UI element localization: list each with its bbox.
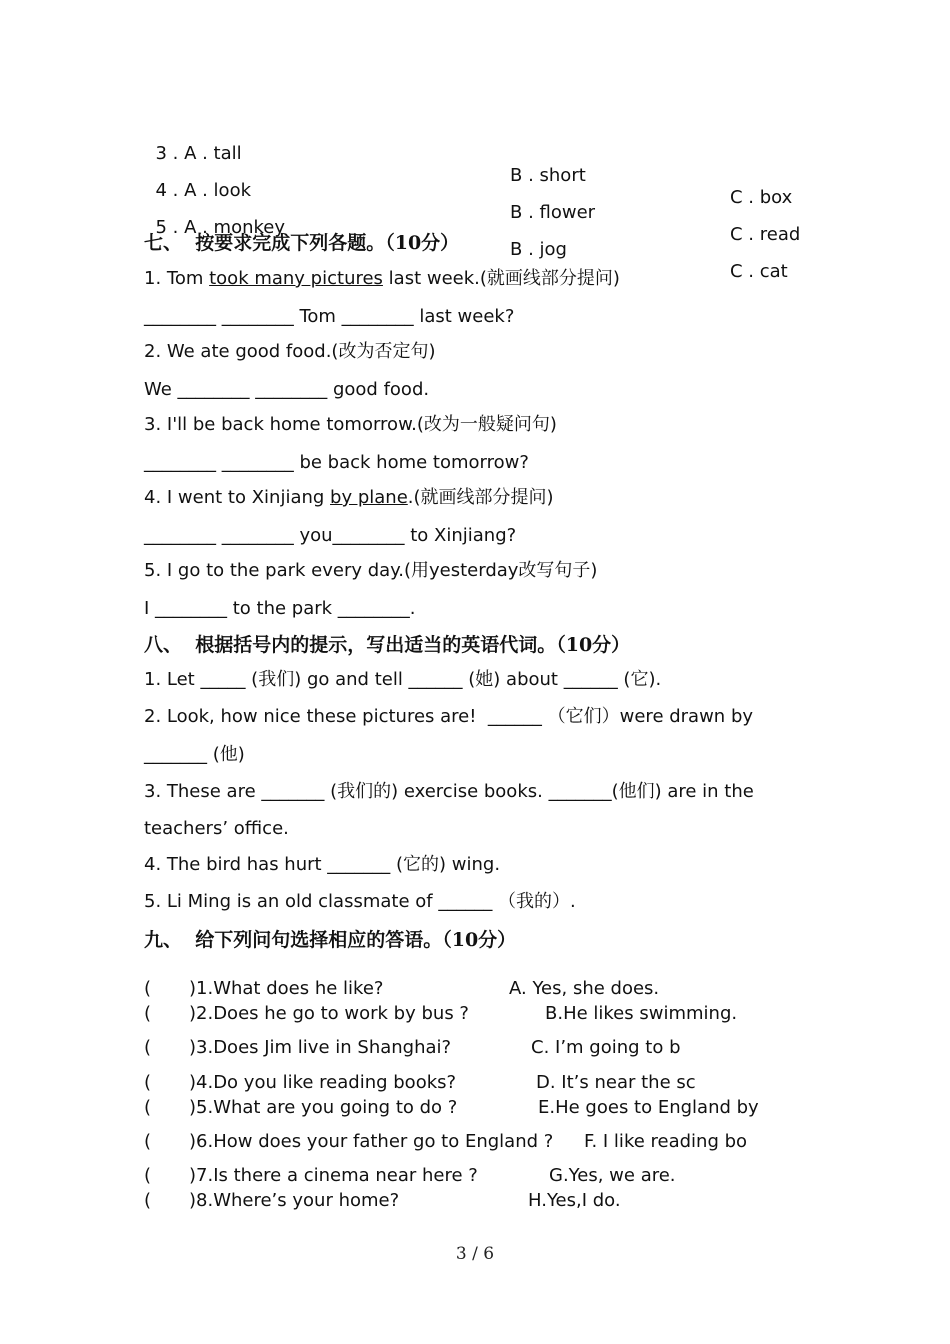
- match-question: )2.Does he go to work by bus ?: [189, 1003, 469, 1024]
- match-answer: E.He goes to England by: [538, 1097, 759, 1118]
- question-line: teachers’ office.: [144, 818, 289, 839]
- question-line: 3. I'll be back home tomorrow.(改为一般疑问句): [144, 414, 557, 435]
- question-text: 1. Tom: [144, 268, 210, 289]
- question-line: 5. I go to the park every day.(用yesterday改写句子): [144, 560, 598, 581]
- question-line: 2. Look, how nice these pictures are! ______ （它们）were drawn by: [144, 706, 754, 727]
- answer-line: ________ ________ Tom ________ last week?: [144, 306, 515, 327]
- answer-line: I ________ to the park ________.: [144, 598, 416, 619]
- match-answer: G.Yes, we are.: [549, 1165, 676, 1186]
- answer-paren[interactable]: (: [144, 1131, 152, 1152]
- question-line: [144, 268, 620, 290]
- section-heading: 八、 根据括号内的提示，写出适当的英语代词。（10分）: [144, 634, 631, 656]
- question-text: 4. I went to Xinjiang: [144, 487, 331, 508]
- answer-line: ________ ________ be back home tomorrow?: [144, 452, 529, 473]
- choice-b: B . short: [510, 165, 586, 186]
- choice-c: C . box: [730, 187, 793, 208]
- match-answer: B.He likes swimming.: [545, 1003, 738, 1024]
- answer-paren[interactable]: (: [144, 1165, 152, 1186]
- match-question: )7.Is there a cinema near here ?: [189, 1165, 478, 1186]
- choice-a: 3 . A . tall: [155, 143, 242, 164]
- match-answer: D. It’s near the sc: [536, 1072, 696, 1093]
- match-question: )8.Where’s your home?: [189, 1190, 400, 1211]
- choice-a: 4 . A . look: [155, 180, 251, 201]
- question-line: [144, 487, 554, 509]
- question-line: 3. These are _______ (我们的) exercise books. _______(他们) are in the: [144, 781, 754, 802]
- section-heading: 七、 按要求完成下列各题。（10分）: [144, 232, 460, 254]
- question-text: last week.(就画线部分提问): [382, 268, 620, 289]
- answer-paren[interactable]: (: [144, 978, 152, 999]
- match-answer: A. Yes, she does.: [509, 978, 660, 999]
- answer-paren[interactable]: (: [144, 1190, 152, 1211]
- choice-c: C . cat: [730, 261, 788, 282]
- question-text: .(就画线部分提问): [407, 487, 554, 508]
- answer-line: We ________ ________ good food.: [144, 379, 430, 400]
- answer-paren[interactable]: (: [144, 1072, 152, 1093]
- choice-a: 5 . A . monkey: [155, 217, 286, 238]
- match-answer: F. I like reading bo: [584, 1131, 748, 1152]
- answer-line: ________ ________ you________ to Xinjiang?: [144, 525, 517, 546]
- match-question: )4.Do you like reading books?: [189, 1072, 457, 1093]
- section-heading: 九、 给下列问句选择相应的答语。（10分）: [144, 929, 517, 951]
- match-question: )5.What are you going to do ?: [189, 1097, 458, 1118]
- match-answer: H.Yes,I do.: [528, 1190, 621, 1211]
- match-answer: C. I’m going to b: [531, 1037, 681, 1058]
- question-line: 4. The bird has hurt _______ (它的) wing.: [144, 854, 501, 875]
- choice-b: B . jog: [510, 239, 567, 260]
- underlined-text: by plane: [330, 487, 408, 508]
- underlined-text: took many pictures: [209, 268, 383, 289]
- question-line: 1. Let _____ (我们) go and tell ______ (她) about ______ (它).: [144, 669, 662, 690]
- match-question: )3.Does Jim live in Shanghai?: [189, 1037, 452, 1058]
- answer-paren[interactable]: (: [144, 1003, 152, 1024]
- answer-paren[interactable]: (: [144, 1097, 152, 1118]
- answer-paren[interactable]: (: [144, 1037, 152, 1058]
- choice-c: C . read: [730, 224, 801, 245]
- choice-b: B . flower: [510, 202, 596, 223]
- question-line: 5. Li Ming is an old classmate of ______ （我的）.: [144, 891, 576, 912]
- question-line: _______ (他): [144, 744, 245, 765]
- question-line: 2. We ate good food.(改为否定句): [144, 341, 436, 362]
- page-number: 3 / 6: [455, 1244, 495, 1264]
- match-question: )1.What does he like?: [189, 978, 384, 999]
- match-question: )6.How does your father go to England ?: [189, 1131, 554, 1152]
